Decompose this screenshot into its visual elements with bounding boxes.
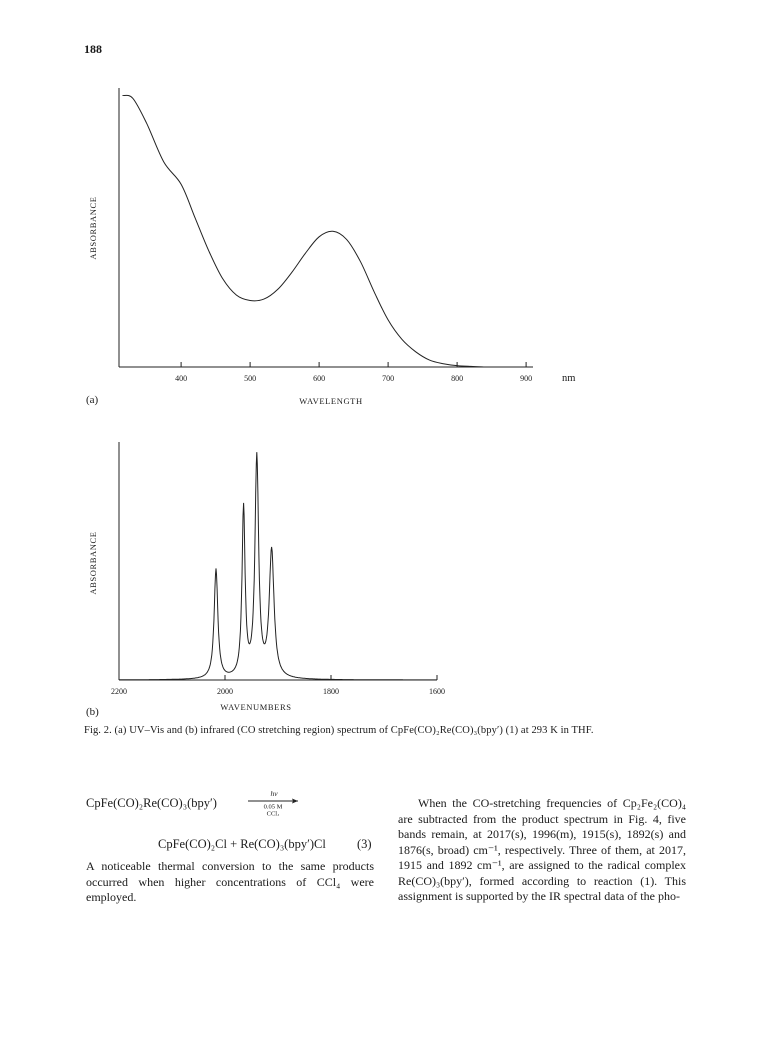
figure-b-y-label: ABSORBANCE bbox=[88, 531, 98, 595]
figure-a-y-label: ABSORBANCE bbox=[88, 196, 98, 260]
figure-b-tick-label: 1600 bbox=[429, 687, 445, 696]
figure-b-x-label: WAVENUMBERS bbox=[220, 702, 292, 712]
arrow-label-hv: hν bbox=[270, 790, 278, 798]
arrow-label-solvent: CCl₄ bbox=[266, 810, 280, 816]
figure-caption: Fig. 2. (a) UV–Vis and (b) infrared (CO stretching region) spectrum of CpFe(CO)₂Re(CO)₃(bpy′) (1) at 293 K in THF. bbox=[84, 725, 594, 736]
figure-a-tick-label: 400 bbox=[175, 374, 188, 383]
figure-a-panel-label: (a) bbox=[86, 394, 99, 406]
figure-a-tick-label: 600 bbox=[313, 374, 326, 383]
figure-a-uv-vis-spectrum bbox=[0, 0, 768, 420]
figure-a-tick-label: 700 bbox=[382, 374, 395, 383]
page-number: 188 bbox=[84, 42, 102, 56]
figure-a-tick-label: 900 bbox=[520, 374, 533, 383]
figure-a-tick-label: 800 bbox=[451, 374, 464, 383]
figure-b-tick-label: 1800 bbox=[323, 687, 339, 696]
figure-b-tick-label: 2000 bbox=[217, 687, 233, 696]
equation-number: (3) bbox=[357, 837, 372, 851]
figure-b-panel-label: (b) bbox=[86, 706, 99, 718]
figure-a-tick-label: 500 bbox=[244, 374, 257, 383]
figure-a-unit-label: nm bbox=[562, 373, 576, 384]
reaction-arrow bbox=[246, 790, 302, 816]
left-column-paragraph: A noticeable thermal conversion to the same products occurred when higher concentrations of CCl₄ were employed. bbox=[86, 859, 374, 904]
equation-reactant: CpFe(CO)₂Re(CO)₃(bpy′) bbox=[86, 796, 217, 810]
figure-a-x-label: WAVELENGTH bbox=[299, 396, 363, 406]
figure-b-absorbance-curve bbox=[119, 452, 437, 680]
right-column-paragraph: When the CO-stretching frequencies of Cp₂Fe₂(CO)₄ are subtracted from the product spectrum in Fig. 4, five bands remain, at 2017(s), 1996(m), 1915(s), 1892(s) and 1876(s, broad) cm⁻¹, respectively. Three of them, at 2017, 1915 and 1892 cm⁻¹, are assigned to the radical complex Re(CO)₃(bpy′), formed according to reaction (1). This assignment is supported by the IR spectral data of the pho- bbox=[398, 796, 686, 903]
figure-b-tick-label: 2200 bbox=[111, 687, 127, 696]
figure-a-absorbance-curve bbox=[123, 95, 534, 367]
figure-b-ir-spectrum bbox=[0, 420, 768, 720]
arrow-label-concentration: 0.05 M bbox=[263, 803, 283, 811]
equation-products: CpFe(CO)₂Cl + Re(CO)₃(bpy′)Cl bbox=[158, 837, 326, 851]
